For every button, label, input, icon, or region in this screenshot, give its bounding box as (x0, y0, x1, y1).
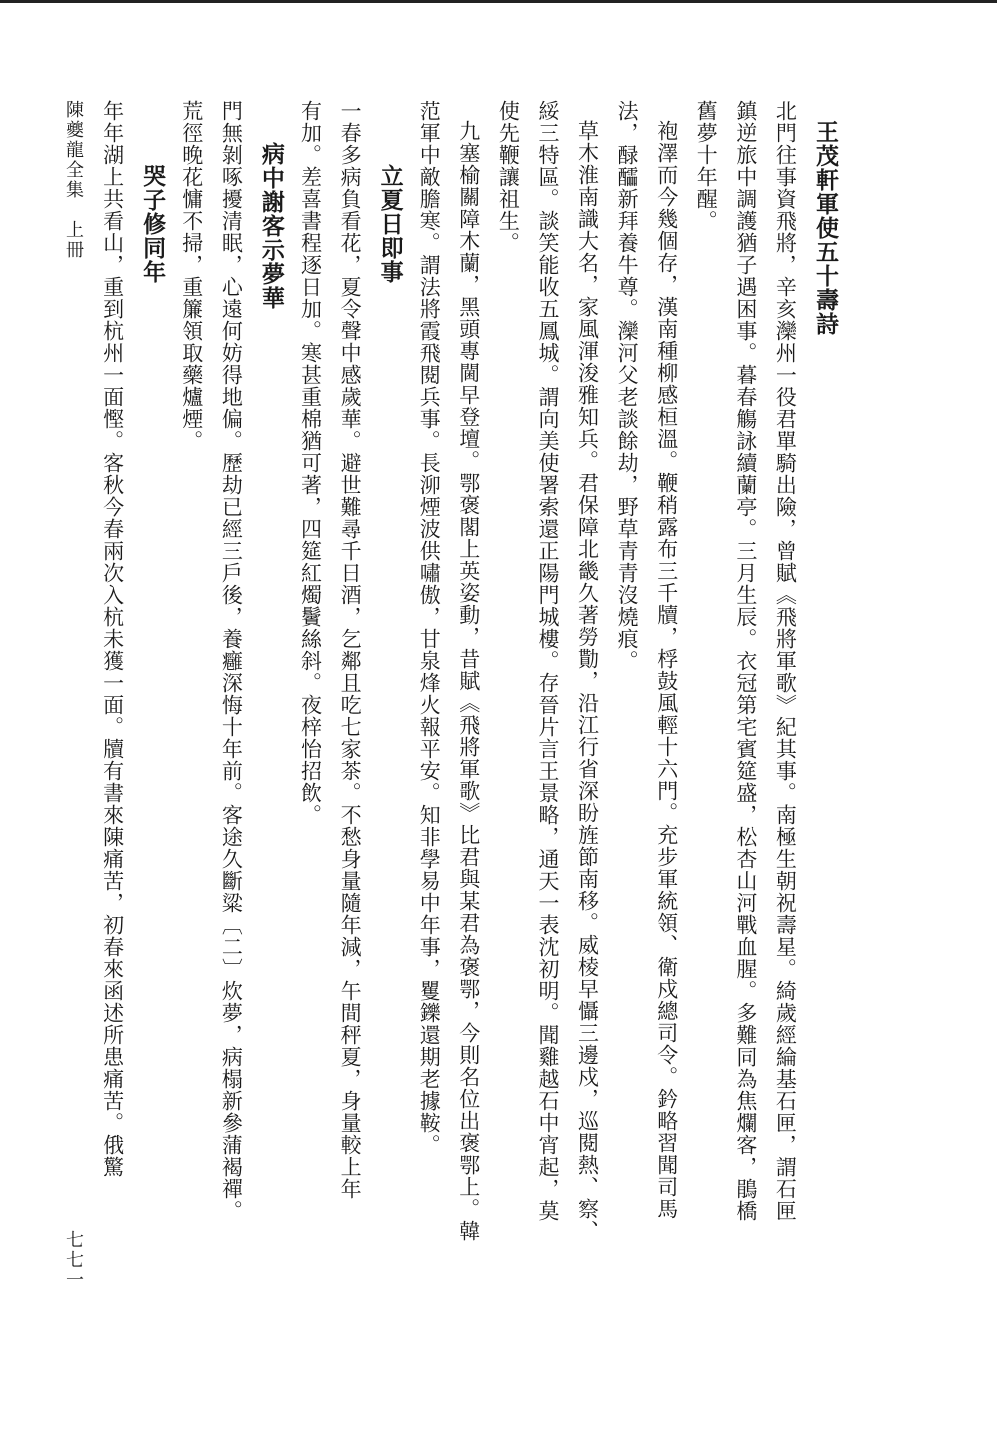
text-line: 綏三特區。談笑能收五鳳城。謂向美使署索還正陽門城樓。存晉片言王景略，通天一表沈初明。聞雞越石中宵起，莫 (535, 100, 560, 1222)
section-title: 王茂軒軍使五十壽詩 (812, 120, 839, 336)
text-line: 草木淮南識大名，家風渾浚雅知兵。君保障北畿久著勞勩，沿江行省深盼旌節南移。威棱早懾三邊戍，巡閱熱、察、 (575, 120, 600, 1242)
text-page (100, 100, 840, 1350)
text-line: 年年湖上共看山，重到杭州一面慳。客秋今春兩次入杭未獲一面。牘有書來陳痛苦，初春來函述所患痛苦。俄驚 (100, 100, 125, 1178)
section-title: 立夏日即事 (377, 164, 404, 284)
text-line: 一春多病負看花，夏令聲中感歲華。避世難尋千日酒，乞鄰且吃七家茶。不愁身量隨年減，午間秤夏，身量較上年 (338, 100, 363, 1200)
page-number: 七七一 (63, 1230, 84, 1290)
section-title: 病中謝客示夢華 (258, 142, 285, 310)
text-line: 九塞榆關障木蘭，黑頭專閫早登壇。鄂褒閣上英姿動，昔賦《飛將軍歌》比君與某君為褒鄂，今則名位出褒鄂上。韓 (456, 120, 481, 1242)
text-line: 袍澤而今幾個存，漢南種柳感桓溫。鞭稍露布三千牘，桴鼓風輕十六門。充步軍統領、衛戍總司令。鈐略習聞司馬 (654, 120, 679, 1220)
text-line: 北門往事資飛將，辛亥灤州一役君單騎出險，曾賦《飛將軍歌》紀其事。南極生朝祝壽星。綺歲經綸基石匣，謂石匣 (773, 100, 798, 1222)
text-line: 法，醁醽新拜養牛尊。灤河父老談餘劫，野草青青沒燒痕。 (615, 100, 640, 672)
text-line: 范軍中敵膽寒。謂法將霞飛閱兵事。長泖煙波供嘯傲，甘泉烽火報平安。知非學易中年事，矍鑠還期老據鞍。 (417, 100, 442, 1156)
text-line: 有加。差喜書程逐日加。寒甚重棉猶可著，四筵紅燭鬢絲斜。夜梓怡招飲。 (298, 100, 323, 826)
text-line: 鎮逆旅中調護猶子遇困事。暮春觴詠續蘭亭。三月生辰。衣冠第宅賓筵盛，松杏山河戰血腥。多難同為焦爛客，鵑橋 (733, 100, 758, 1222)
text-line: 舊夢十年醒。 (694, 100, 719, 232)
text-line: 荒徑晚花慵不掃，重簾領取藥爐煙。 (179, 100, 204, 452)
section-title: 哭子修同年 (139, 164, 167, 284)
book-label: 陳夔龍全集 上冊 (63, 100, 84, 260)
top-rule (0, 0, 997, 3)
text-line: 門無剝啄擾清眠，心遠何妨得地偏。歷劫已經三戶後，養癰深悔十年前。客途久斷粱〔二〕炊夢，病榻新參蒲褐禪。 (219, 100, 244, 1222)
text-line: 使先鞭讓祖生。 (496, 100, 521, 254)
